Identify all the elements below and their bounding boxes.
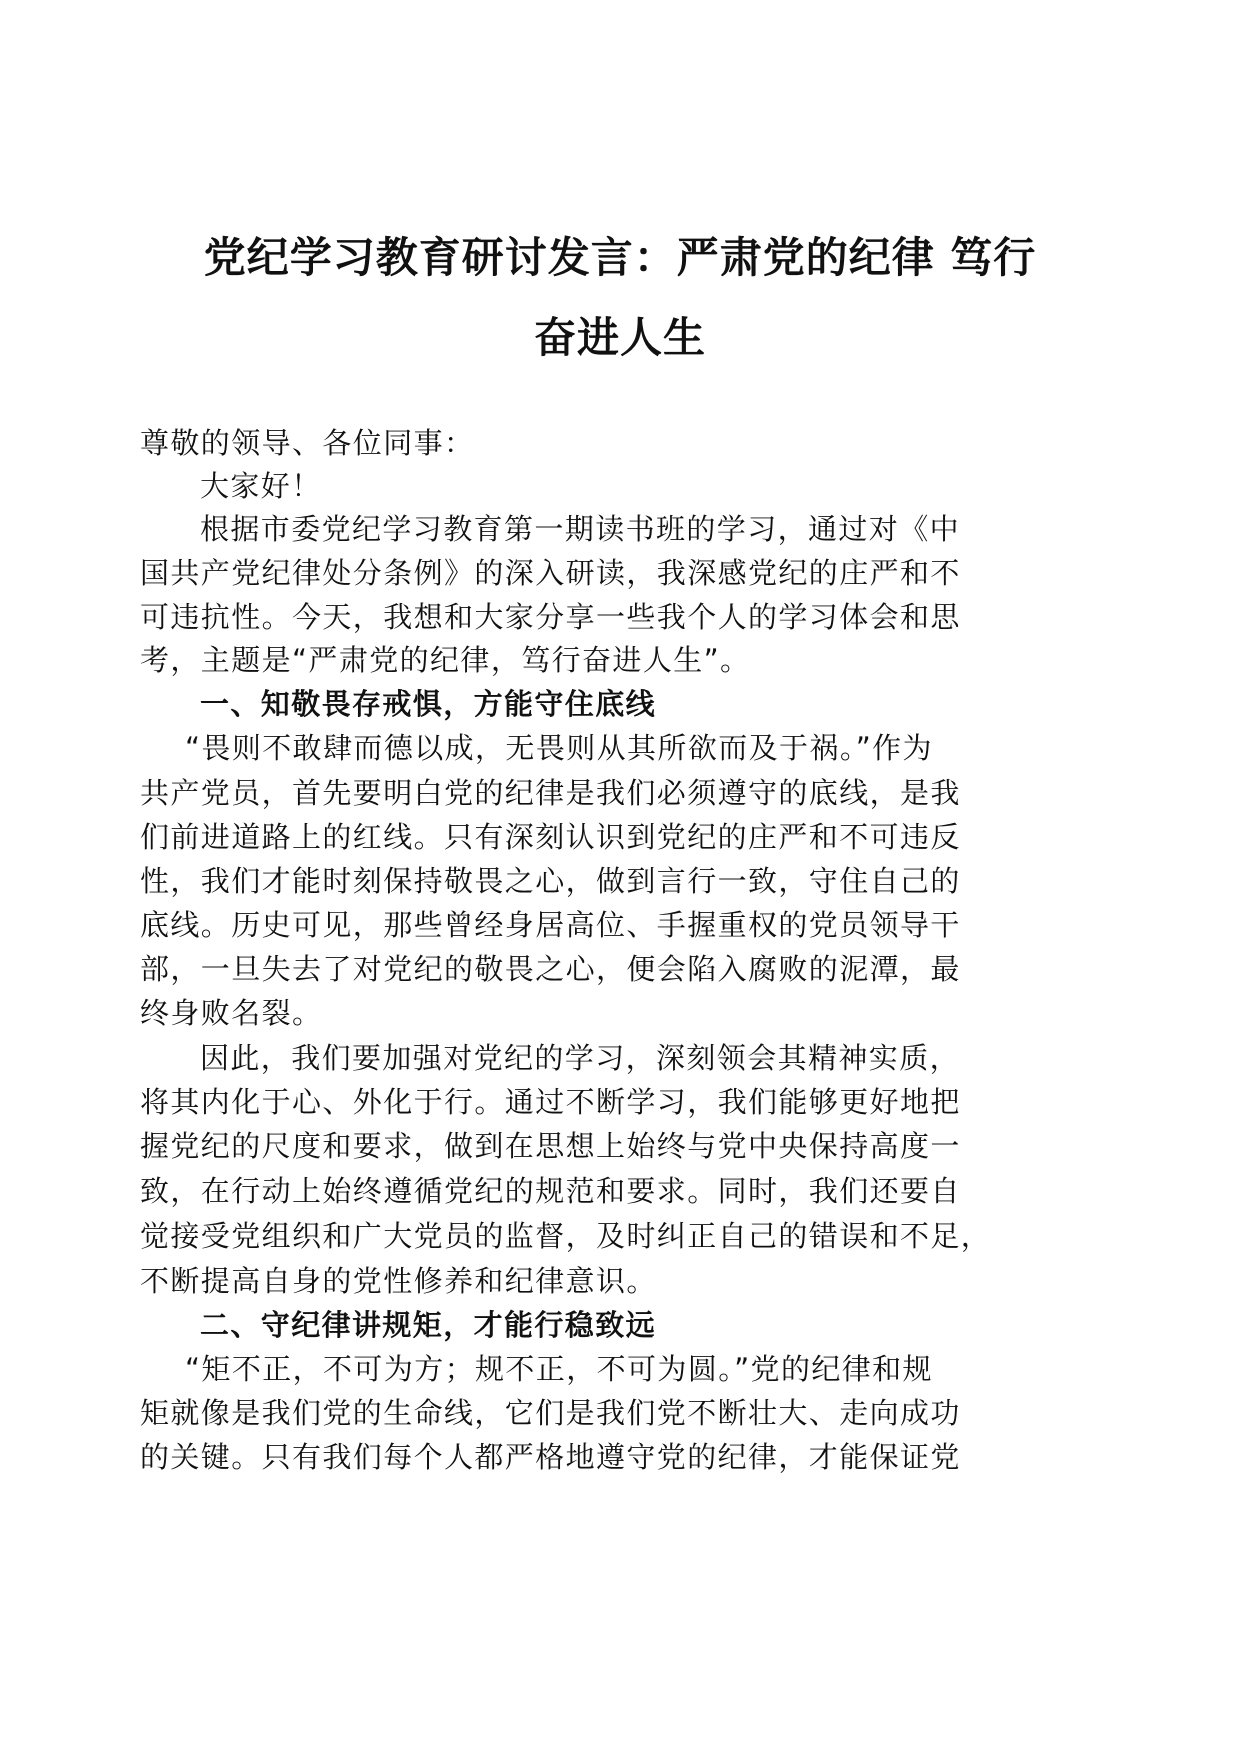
section-heading-1: 一、知敬畏存戒惧，方能守住底线 bbox=[200, 687, 657, 721]
document-title-line-2: 奋进人生 bbox=[533, 313, 706, 362]
paragraph-line: 性，我们才能时刻保持敬畏之心，做到言行一致，守住自己的 bbox=[140, 864, 961, 898]
paragraph-line: “矩不正，不可为方；规不正，不可为圆。”党的纪律和规 bbox=[185, 1352, 933, 1386]
section-heading-2: 二、守纪律讲规矩，才能行稳致远 bbox=[200, 1308, 657, 1342]
paragraph-line: 国共产党纪律处分条例》的深入研读，我深感党纪的庄严和不 bbox=[140, 556, 961, 590]
paragraph-line: “畏则不敢肆而德以成，无畏则从其所欲而及于祸。”作为 bbox=[185, 731, 933, 765]
paragraph-line: 部，一旦失去了对党纪的敬畏之心，便会陷入腐败的泥潭，最 bbox=[140, 952, 961, 986]
greeting: 大家好！ bbox=[200, 469, 322, 503]
paragraph-line: 终身败名裂。 bbox=[140, 996, 323, 1030]
paragraph-line: 根据市委党纪学习教育第一期读书班的学习，通过对《中 bbox=[200, 512, 961, 546]
paragraph-line: 致，在行动上始终遵循党纪的规范和要求。同时，我们还要自 bbox=[140, 1174, 961, 1208]
salutation: 尊敬的领导、各位同事： bbox=[140, 426, 475, 460]
paragraph-line: 考，主题是“严肃党的纪律，笃行奋进人生”。 bbox=[140, 643, 751, 677]
paragraph-line: 底线。历史可见，那些曾经身居高位、手握重权的党员领导干 bbox=[140, 908, 961, 942]
paragraph-line: 因此，我们要加强对党纪的学习，深刻领会其精神实质， bbox=[200, 1041, 961, 1075]
paragraph-line: 共产党员，首先要明白党的纪律是我们必须遵守的底线，是我 bbox=[140, 776, 961, 810]
paragraph-line: 可违抗性。今天，我想和大家分享一些我个人的学习体会和思 bbox=[140, 600, 961, 634]
paragraph-line: 握党纪的尺度和要求，做到在思想上始终与党中央保持高度一 bbox=[140, 1129, 961, 1163]
paragraph-line: 矩就像是我们党的生命线，它们是我们党不断壮大、走向成功 bbox=[140, 1396, 961, 1430]
paragraph-line: 的关键。只有我们每个人都严格地遵守党的纪律，才能保证党 bbox=[140, 1440, 961, 1474]
paragraph-line: 觉接受党组织和广大党员的监督，及时纠正自己的错误和不足， bbox=[140, 1219, 992, 1253]
paragraph-line: 将其内化于心、外化于行。通过不断学习，我们能够更好地把 bbox=[140, 1085, 961, 1119]
paragraph-line: 不断提高自身的党性修养和纪律意识。 bbox=[140, 1264, 657, 1298]
document-title-line-1: 党纪学习教育研讨发言：严肃党的纪律 笃行 bbox=[203, 233, 1037, 282]
paragraph-line: 们前进道路上的红线。只有深刻认识到党纪的庄严和不可违反 bbox=[140, 820, 961, 854]
